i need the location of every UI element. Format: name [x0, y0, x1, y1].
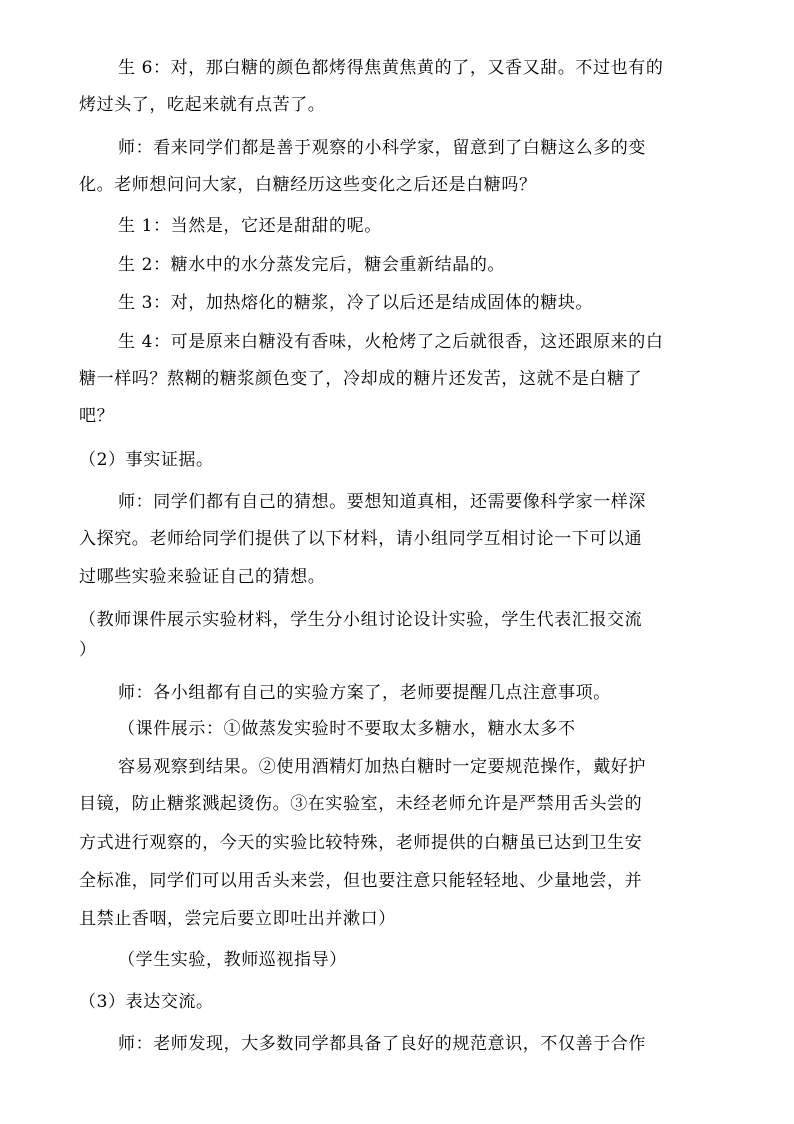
- text-line: 师：老师发现，大多数同学都具备了良好的规范意识，不仅善于合作: [118, 1034, 646, 1054]
- text-line: 方式进行观察的，今天的实验比较特殊，老师提供的白糖虽已达到卫生安: [79, 833, 643, 853]
- text-line: 目镜，防止糖浆溅起烫伤。③在实验室，未经老师允许是严禁用舌头尝的: [79, 794, 643, 814]
- text-line: （课件展示：①做蒸发实验时不要取太多糖水，糖水太多不: [118, 719, 576, 739]
- text-line: 糖一样吗？熬糊的糖浆颜色变了，冷却成的糖片还发苦，这就不是白糖了: [79, 369, 643, 389]
- text-line: （学生实验，教师巡视指导）: [118, 950, 347, 970]
- text-line: （教师课件展示实验材料，学生分小组讨论设计实验，学生代表汇报交流: [79, 610, 643, 630]
- section-heading: （3）表达交流。: [79, 992, 214, 1012]
- text-line: 烤过头了，吃起来就有点苦了。: [79, 95, 326, 115]
- text-line: 过哪些实验来验证自己的猜想。: [79, 567, 326, 587]
- text-line: 师：各小组都有自己的实验方案了，老师要提醒几点注意事项。: [118, 683, 611, 703]
- text-line: 生 6：对，那白糖的颜色都烤得焦黄焦黄的了，又香又甜。不过也有的: [118, 58, 664, 78]
- text-line: 师：同学们都有自己的猜想。要想知道真相，还需要像科学家一样深: [118, 492, 646, 512]
- text-line: 生 2：糖水中的水分蒸发完后，糖会重新结晶的。: [118, 255, 506, 275]
- text-line: 生 1：当然是，它还是甜甜的呢。: [118, 216, 382, 236]
- section-heading: （2）事实证据。: [79, 450, 214, 470]
- text-line: 全标准，同学们可以用舌头来尝，但也要注意只能轻轻地、少量地尝，并: [79, 871, 643, 891]
- text-line: 且禁止香咽，尝完后要立即吐出并漱口）: [79, 909, 396, 929]
- text-line: ）: [79, 640, 97, 660]
- text-line: 化。老师想问问大家，白糖经历这些变化之后还是白糖吗？: [79, 175, 537, 195]
- text-line: 生 4：可是原来白糖没有香味，火枪烤了之后就很香，这还跟原来的白: [118, 332, 664, 352]
- text-line: 生 3：对，加热熔化的糖浆，冷了以后还是结成固体的糖块。: [118, 293, 594, 313]
- text-line: 师：看来同学们都是善于观察的小科学家，留意到了白糖这么多的变: [118, 138, 646, 158]
- text-line: 容易观察到结果。②使用酒精灯加热白糖时一定要规范操作，戴好护: [118, 757, 646, 777]
- text-line: 入探究。老师给同学们提供了以下材料，请小组同学互相讨论一下可以通: [79, 529, 643, 549]
- text-line: 吧？: [79, 406, 115, 426]
